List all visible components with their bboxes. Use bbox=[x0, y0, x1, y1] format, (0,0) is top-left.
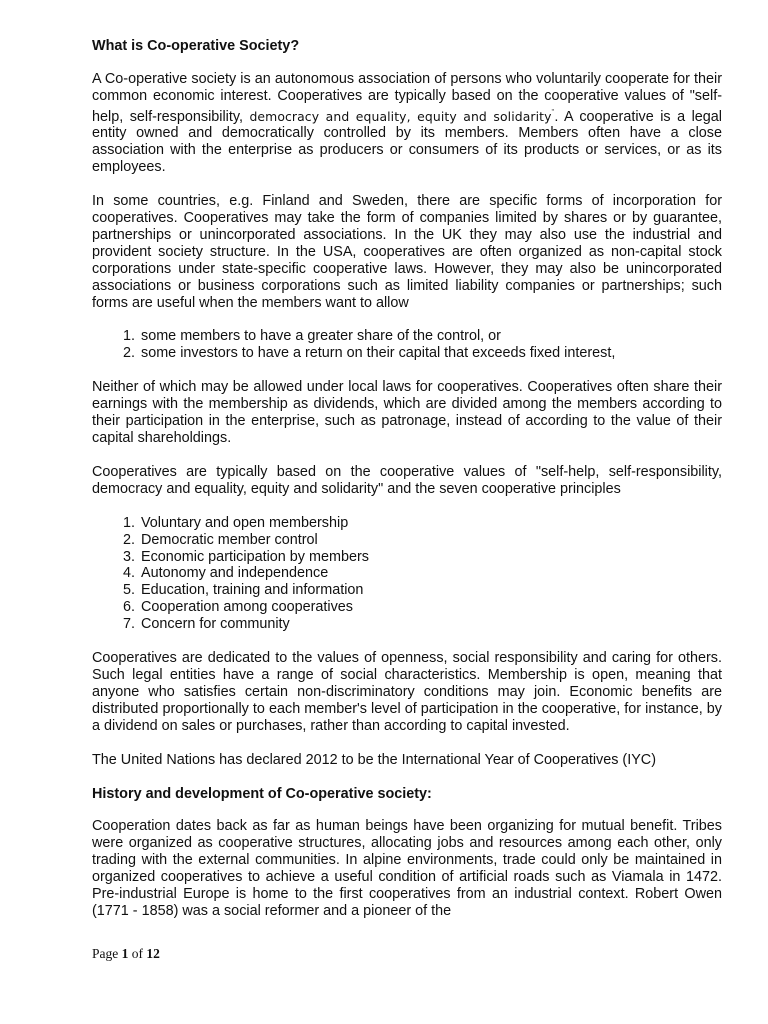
paragraph-un-declaration: The United Nations has declared 2012 to be the International Year of Cooperatives (IYC) bbox=[92, 751, 656, 768]
list-item: 2. Democratic member control bbox=[139, 532, 722, 549]
paragraph-incorporation: In some countries, e.g. Finland and Sweden, there are specific forms of incorporation for cooperatives. Cooperatives may take the form of companies limited by shares or by guarantee, partnerships or unincorporated associations. In the UK they may also use the industrial and provident society structure. In the USA, cooperatives are often organized as non-capital stock corporations under state-specific cooperative laws. However, they may also be unincorporated associations or business corporations such as limited liability companies or partnerships; such forms are useful when the members want to allow bbox=[92, 193, 722, 311]
list-allowances bbox=[92, 328, 722, 362]
paragraph-history: Cooperation dates back as far as human beings have been organizing for mutual benefit. Tribes were organized as cooperative structures, allocating jobs and resources among each other, only trading with the external communities. In alpine environments, trade could only be maintained in organized cooperatives to achieve a useful condition of artificial roads such as Viamala in 1472. Pre-industrial Europe is home to the first cooperatives from an industrial context. Robert Owen (1771 - 1858) was a social reformer and a pioneer of the bbox=[92, 818, 722, 919]
list-item: 5. Education, training and information bbox=[139, 582, 722, 599]
document-page bbox=[92, 38, 722, 937]
list-principles bbox=[92, 515, 722, 633]
paragraph-values: Cooperatives are typically based on the cooperative values of "self-help, self-responsibility, democracy and equality, equity and solidarity" and the seven cooperative principles bbox=[92, 463, 722, 497]
paragraph-definition-end: . A cooperative is a legal entity owned and democratically controlled by its members. Members often have a close association with the enterprise as producers or consumers of its products or services, or as its employees. bbox=[92, 108, 722, 176]
page-title: What is Co-operative Society? bbox=[92, 38, 300, 54]
page-total: 12 bbox=[146, 946, 160, 961]
list-item: 6. Cooperation among cooperatives bbox=[139, 599, 722, 616]
page-of-label: of bbox=[128, 946, 147, 961]
paragraph-earnings: Neither of which may be allowed under local laws for cooperatives. Cooperatives often share their earnings with the membership as dividends, which are divided among the members according to their participation in the enterprise, such as patronage, instead of according to the value of their capital shareholdings. bbox=[92, 379, 722, 447]
paragraph-dedication: Cooperatives are dedicated to the values of openness, social responsibility and caring for others. Such legal entities have a range of social characteristics. Membership is open, meaning that anyone who satisfies certain non-discriminatory conditions may join. Economic benefits are distributed proportionally to each member's level of participation in the cooperative, for instance, by a dividend on sales or purchases, rather than according to capital invested. bbox=[92, 650, 722, 734]
paragraph-definition bbox=[92, 71, 722, 176]
list-item: 7. Concern for community bbox=[139, 616, 722, 633]
page-footer bbox=[92, 946, 160, 962]
list-item: 1. some members to have a greater share of the control, or bbox=[139, 328, 722, 345]
quote-mark: " bbox=[551, 107, 555, 117]
page-label: Page bbox=[92, 946, 122, 961]
list-item: 2. some investors to have a return on their capital that exceeds fixed interest, bbox=[139, 345, 722, 362]
list-item: 1. Voluntary and open membership bbox=[139, 515, 722, 532]
paragraph-definition-start: A Co-operative society is an autonomous association of persons who voluntarily cooperate for their common economic interest. Cooperatives are typically based on the cooperative values of "self-help, self-responsibility, bbox=[92, 70, 722, 125]
list-item: 3. Economic participation by members bbox=[139, 549, 722, 566]
page-current: 1 bbox=[121, 946, 129, 961]
section-heading-history: History and development of Co-operative society: bbox=[92, 785, 432, 802]
list-item: 4. Autonomy and independence bbox=[139, 565, 722, 582]
values-phrase: democracy and equality, equity and solidarity bbox=[249, 108, 552, 124]
